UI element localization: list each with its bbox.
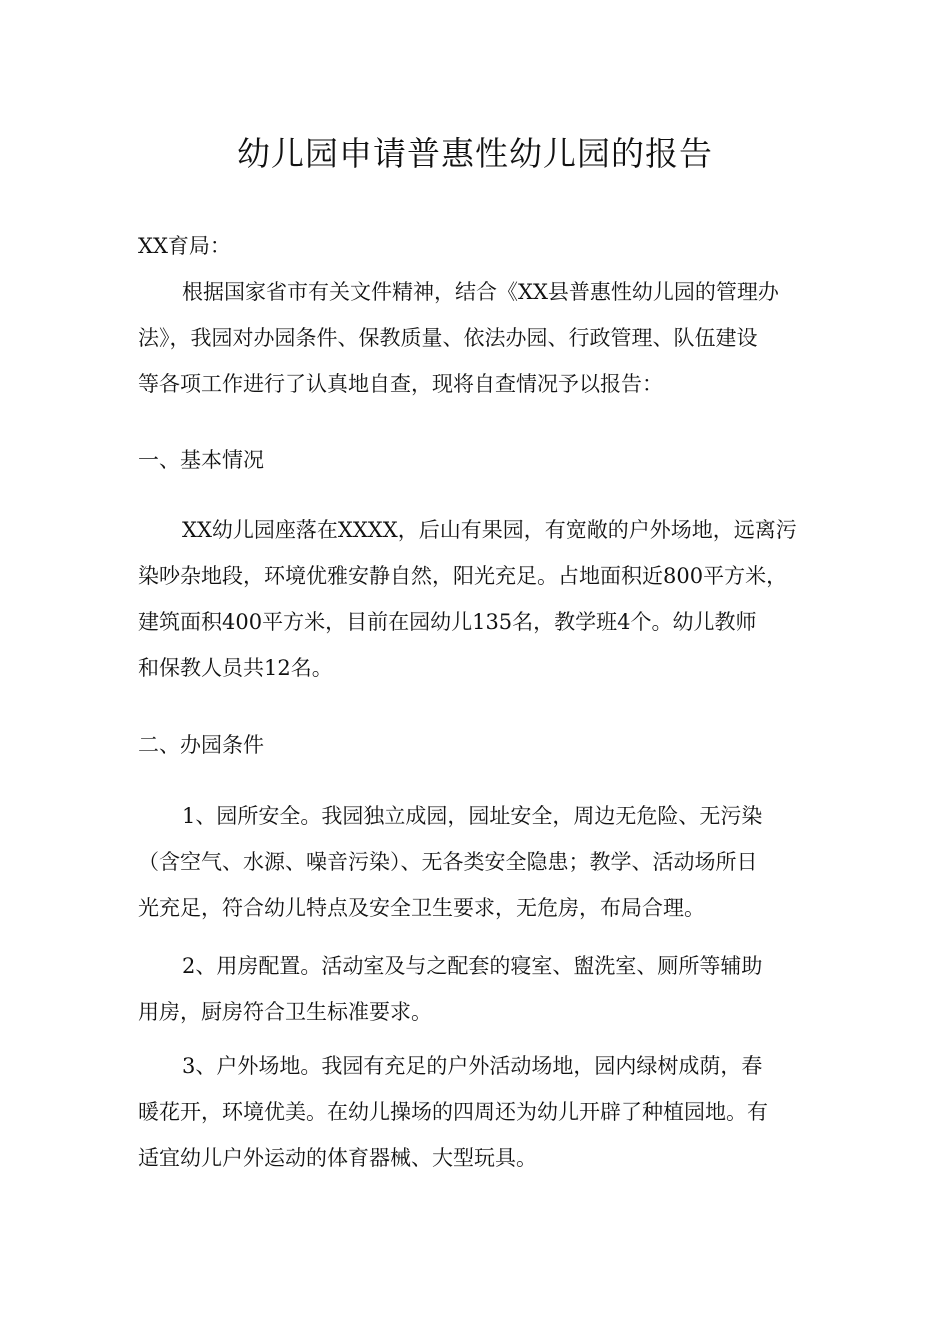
intro-paragraph [138,269,822,407]
section-2-heading: 二、办园条件 [138,733,264,757]
document-title: 幼儿园申请普惠性幼儿园的报告 [237,134,713,173]
intro-line-2: 法》，我园对办园条件、保教质量、依法办园、行政管理、队伍建设 [138,326,758,350]
item-2-line-1: 2、用房配置。活动室及与之配套的寝室、盥洗室、厕所等辅助 [182,954,763,978]
intro-line-1: 根据国家省市有关文件精神，结合《XX县普惠性幼儿园的管理办 [182,280,779,304]
section-1-line-3: 建筑面积400平方米，目前在园幼儿135名，教学班4个。幼儿教师 [138,610,757,634]
item-1-line-1: 1、园所安全。我园独立成园，园址安全，周边无危险、无污染 [182,804,763,828]
item-1-line-3: 光充足，符合幼儿特点及安全卫生要求，无危房，布局合理。 [138,896,705,920]
section-1-line-1: XX幼儿园座落在XXXX，后山有果园，有宽敞的户外场地，远离污 [182,518,797,542]
item-3-line-3: 适宜幼儿户外运动的体育器械、大型玩具。 [138,1146,537,1170]
section-1-paragraph [138,507,822,691]
item-3-line-1: 3、户外场地。我园有充足的户外活动场地，园内绿树成荫，春 [182,1054,763,1078]
item-3-line-2: 暖花开，环境优美。在幼儿操场的四周还为幼儿开辟了种植园地。有 [138,1100,768,1124]
intro-line-3: 等各项工作进行了认真地自查，现将自查情况予以报告： [138,372,663,396]
section-2-item-2 [138,943,822,1035]
salutation: XX育局： [138,234,231,258]
section-1-heading: 一、基本情况 [138,448,264,472]
section-2-item-1 [138,793,822,931]
section-2-item-3 [138,1043,822,1181]
section-1-line-4: 和保教人员共12名。 [138,656,333,680]
item-1-line-2: （含空气、水源、噪音污染）、无各类安全隐患；教学、活动场所日 [138,850,758,874]
section-1-line-2: 染吵杂地段，环境优雅安静自然，阳光充足。占地面积近800平方米， [138,564,788,588]
item-2-line-2: 用房，厨房符合卫生标准要求。 [138,1000,432,1024]
